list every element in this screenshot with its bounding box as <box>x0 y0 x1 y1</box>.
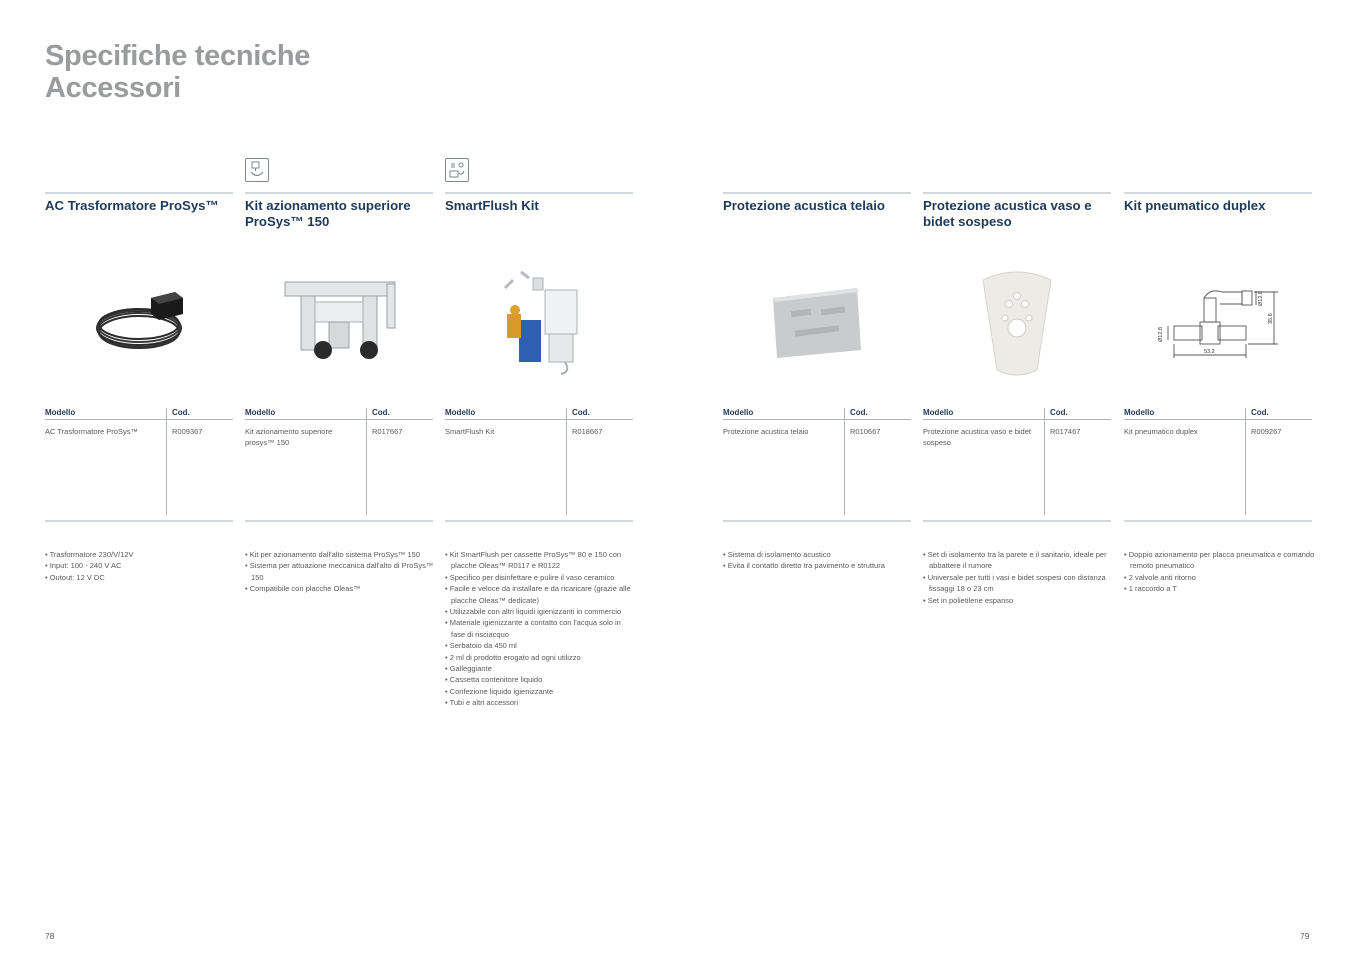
product-title: Kit pneumatico duplex <box>1124 198 1266 213</box>
code-header: Cod. <box>572 408 590 417</box>
feature-item: • Doppio azionamento per placca pneumatica e comando remoto pneumatico <box>1124 549 1316 572</box>
feature-item: • Tubi e altri accessori <box>445 697 637 708</box>
divider <box>445 192 633 194</box>
feature-item: • Trasformatore 230/V/12V <box>45 549 237 560</box>
table-rule <box>245 419 433 420</box>
feature-list <box>45 549 237 583</box>
product-title: Protezione acustica telaio <box>723 198 885 213</box>
page-number-right: 79 <box>1300 931 1310 941</box>
table-column-divider <box>844 408 845 515</box>
page-number-left: 78 <box>45 931 55 941</box>
code-value: R017667 <box>372 427 403 436</box>
table-rule <box>445 419 633 420</box>
table-rule <box>923 419 1111 420</box>
divider <box>45 192 233 194</box>
code-header: Cod. <box>850 408 868 417</box>
title-line-2: Accessori <box>45 72 181 104</box>
pneumatic-tee-drawing <box>1124 258 1312 388</box>
product-table <box>723 408 911 523</box>
code-value: R017467 <box>1050 427 1081 436</box>
top-actuation-icon <box>245 158 269 182</box>
smartflush-icon <box>445 158 469 182</box>
code-value: R009267 <box>1251 427 1282 436</box>
model-value: Kit azionamento superiore prosys™ 150 <box>245 427 333 448</box>
divider <box>723 520 911 522</box>
model-header: Modello <box>1124 408 1155 417</box>
feature-item: • Cassetta contenitore liquido <box>445 674 637 685</box>
table-column-divider <box>1245 408 1246 515</box>
code-value: R018667 <box>572 427 603 436</box>
product-table <box>45 408 233 523</box>
model-value: AC Trasformatore ProSys™ <box>45 427 138 436</box>
code-value: R010667 <box>850 427 881 436</box>
feature-item: • Specifico per disinfettare e pulire il vaso ceramico <box>445 572 637 583</box>
feature-item: • Universale per tutti i vasi e bidet sospesi con distanza fissaggi 18 o 23 cm <box>923 572 1115 595</box>
feature-item: • Materiale igienizzante a contatto con l'acqua solo in fase di risciacquo <box>445 617 637 640</box>
model-header: Modello <box>245 408 276 417</box>
product-table <box>1124 408 1312 523</box>
feature-item: • 1 raccordo a T <box>1124 583 1316 594</box>
feature-item: • Set di isolamento tra la parete e il sanitario, ideale per abbattere il rumore <box>923 549 1115 572</box>
product-title: AC Trasformatore ProSys™ <box>45 198 219 213</box>
title-line-1: Specifiche tecniche <box>45 40 311 72</box>
table-rule <box>45 419 233 420</box>
dim-height: 35.6 <box>1268 313 1274 324</box>
actuation-kit-image <box>245 258 433 388</box>
model-value: Kit pneumatico duplex <box>1124 427 1198 436</box>
feature-item: • Confezione liquido igienizzante <box>445 686 637 697</box>
model-value: Protezione acustica telaio <box>723 427 809 436</box>
feature-list <box>923 549 1115 606</box>
divider <box>245 520 433 522</box>
acoustic-pad-image <box>723 258 911 388</box>
feature-item: • Galleggiante <box>445 663 637 674</box>
feature-item: • Sistema di isolamento acustico <box>723 549 915 560</box>
transformer-image <box>45 258 233 388</box>
feature-item: • Compatibile con placche Oleas™ <box>245 583 437 594</box>
code-header: Cod. <box>1050 408 1068 417</box>
divider <box>1124 192 1312 194</box>
feature-item: • Kit SmartFlush per cassette ProSys™ 80 e 150 con placche Oleas™ R0117 e R0122 <box>445 549 637 572</box>
divider <box>723 192 911 194</box>
feature-item: • Sistema per attuazione meccanica dall'alto di ProSys™ 150 <box>245 560 437 583</box>
feature-item: • Set in polietilene espanso <box>923 595 1115 606</box>
code-value: R009367 <box>172 427 203 436</box>
feature-item: • Input: 100 - 240 V AC <box>45 560 237 571</box>
wc-acoustic-pad-image <box>923 258 1111 388</box>
page-title <box>45 40 310 104</box>
divider <box>45 520 233 522</box>
divider <box>1124 520 1312 522</box>
table-column-divider <box>366 408 367 515</box>
feature-item: • 2 valvole anti ritorno <box>1124 572 1316 583</box>
divider <box>445 520 633 522</box>
model-header: Modello <box>445 408 476 417</box>
feature-item: • Utilizzabile con altri liquidi igienizzanti in commercio <box>445 606 637 617</box>
product-title: Protezione acustica vaso e bidet sospeso <box>923 198 1092 229</box>
feature-item: • Evita il contatto diretto tra pavimento e struttura <box>723 560 915 571</box>
feature-list <box>1124 549 1316 595</box>
feature-item: • Kit per azionamento dall'alto sistema ProSys™ 150 <box>245 549 437 560</box>
feature-item: • Outout: 12 V DC <box>45 572 237 583</box>
code-header: Cod. <box>372 408 390 417</box>
dim-diameter-left: Ø12.8 <box>1158 327 1164 342</box>
model-header: Modello <box>723 408 754 417</box>
table-rule <box>723 419 911 420</box>
divider <box>245 192 433 194</box>
feature-list <box>723 549 915 572</box>
product-table <box>923 408 1111 523</box>
product-table <box>445 408 633 523</box>
code-header: Cod. <box>172 408 190 417</box>
product-title: SmartFlush Kit <box>445 198 539 213</box>
model-header: Modello <box>923 408 954 417</box>
dim-diameter-right: Ø12.8 <box>1258 291 1264 306</box>
feature-list <box>245 549 437 595</box>
feature-item: • Facile e veloce da installare e da ricaricare (grazie alle placche Oleas™ dedicate) <box>445 583 637 606</box>
code-header: Cod. <box>1251 408 1269 417</box>
divider <box>923 192 1111 194</box>
product-title: Kit azionamento superiore ProSys™ 150 <box>245 198 411 229</box>
product-table <box>245 408 433 523</box>
model-value: SmartFlush Kit <box>445 427 495 436</box>
feature-item: • 2 ml di prodotto erogato ad ogni utilizzo <box>445 652 637 663</box>
feature-item: • Serbatoio da 450 ml <box>445 640 637 651</box>
table-column-divider <box>1044 408 1045 515</box>
feature-list <box>445 549 637 709</box>
table-column-divider <box>566 408 567 515</box>
divider <box>923 520 1111 522</box>
dim-width: 53.2 <box>1204 349 1215 355</box>
smartflush-kit-image <box>445 258 633 388</box>
table-rule <box>1124 419 1312 420</box>
model-header: Modello <box>45 408 76 417</box>
table-column-divider <box>166 408 167 515</box>
model-value: Protezione acustica vaso e bidet sospeso <box>923 427 1031 448</box>
